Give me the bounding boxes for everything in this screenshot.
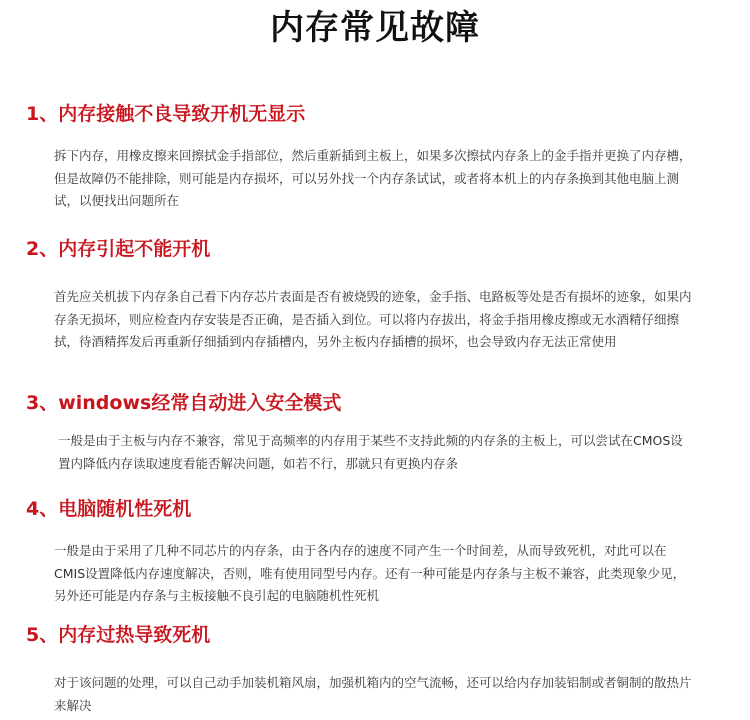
section-body-2: 首先应关机拔下内存条自己看下内存芯片表面是否有被烧毁的迹象，金手指、电路板等处是否有损坏的迹象，如果内存条无损坏，则应检查内存安装是否正确，是否插入到位。可以将内存拔出，将金手指用橡皮擦或无水酒精仔细擦拭，待酒精挥发后再重新仔细插到内存插槽内，另外主板内存插槽的损坏，也会导致内存无法正常使用 [54,289,692,349]
section-heading-5: 5、内存过热导致死机 [26,624,211,646]
section-heading-3: 3、windows经常自动进入安全模式 [26,392,342,414]
section-body-5: 对于该问题的处理，可以自己动手加装机箱风扇，加强机箱内的空气流畅，还可以给内存加装铝制或者铜制的散热片来解决 [54,675,692,713]
section-body-1: 拆下内存，用橡皮擦来回擦拭金手指部位，然后重新插到主板上，如果多次擦拭内存条上的金手指并更换了内存槽，但是故障仍不能排除，则可能是内存损坏，可以另外找一个内存条试试，或者将本机上的内存条换到其他电脑上测试，以便找出问题所在 [54,148,692,208]
section-body-3: 一般是由于主板与内存不兼容，常见于高频率的内存用于某些不支持此频的内存条的主板上，可以尝试在CMOS设置内降低内存读取速度看能否解决问题，如若不行，那就只有更换内存条 [58,433,683,471]
section-body-4: 一般是由于采用了几种不同芯片的内存条，由于各内存的速度不同产生一个时间差，从而导致死机，对此可以在CMIS设置降低内存速度解决，否则，唯有使用同型号内存。还有一种可能是内存条与主板不兼容，此类现象少见，另外还可能是内存条与主板接触不良引起的电脑随机性死机 [54,543,686,603]
page-title: 内存常见故障 [270,8,480,48]
section-heading-4: 4、电脑随机性死机 [26,498,192,520]
section-heading-2: 2、内存引起不能开机 [26,238,211,260]
section-heading-1: 1、内存接触不良导致开机无显示 [26,103,306,125]
